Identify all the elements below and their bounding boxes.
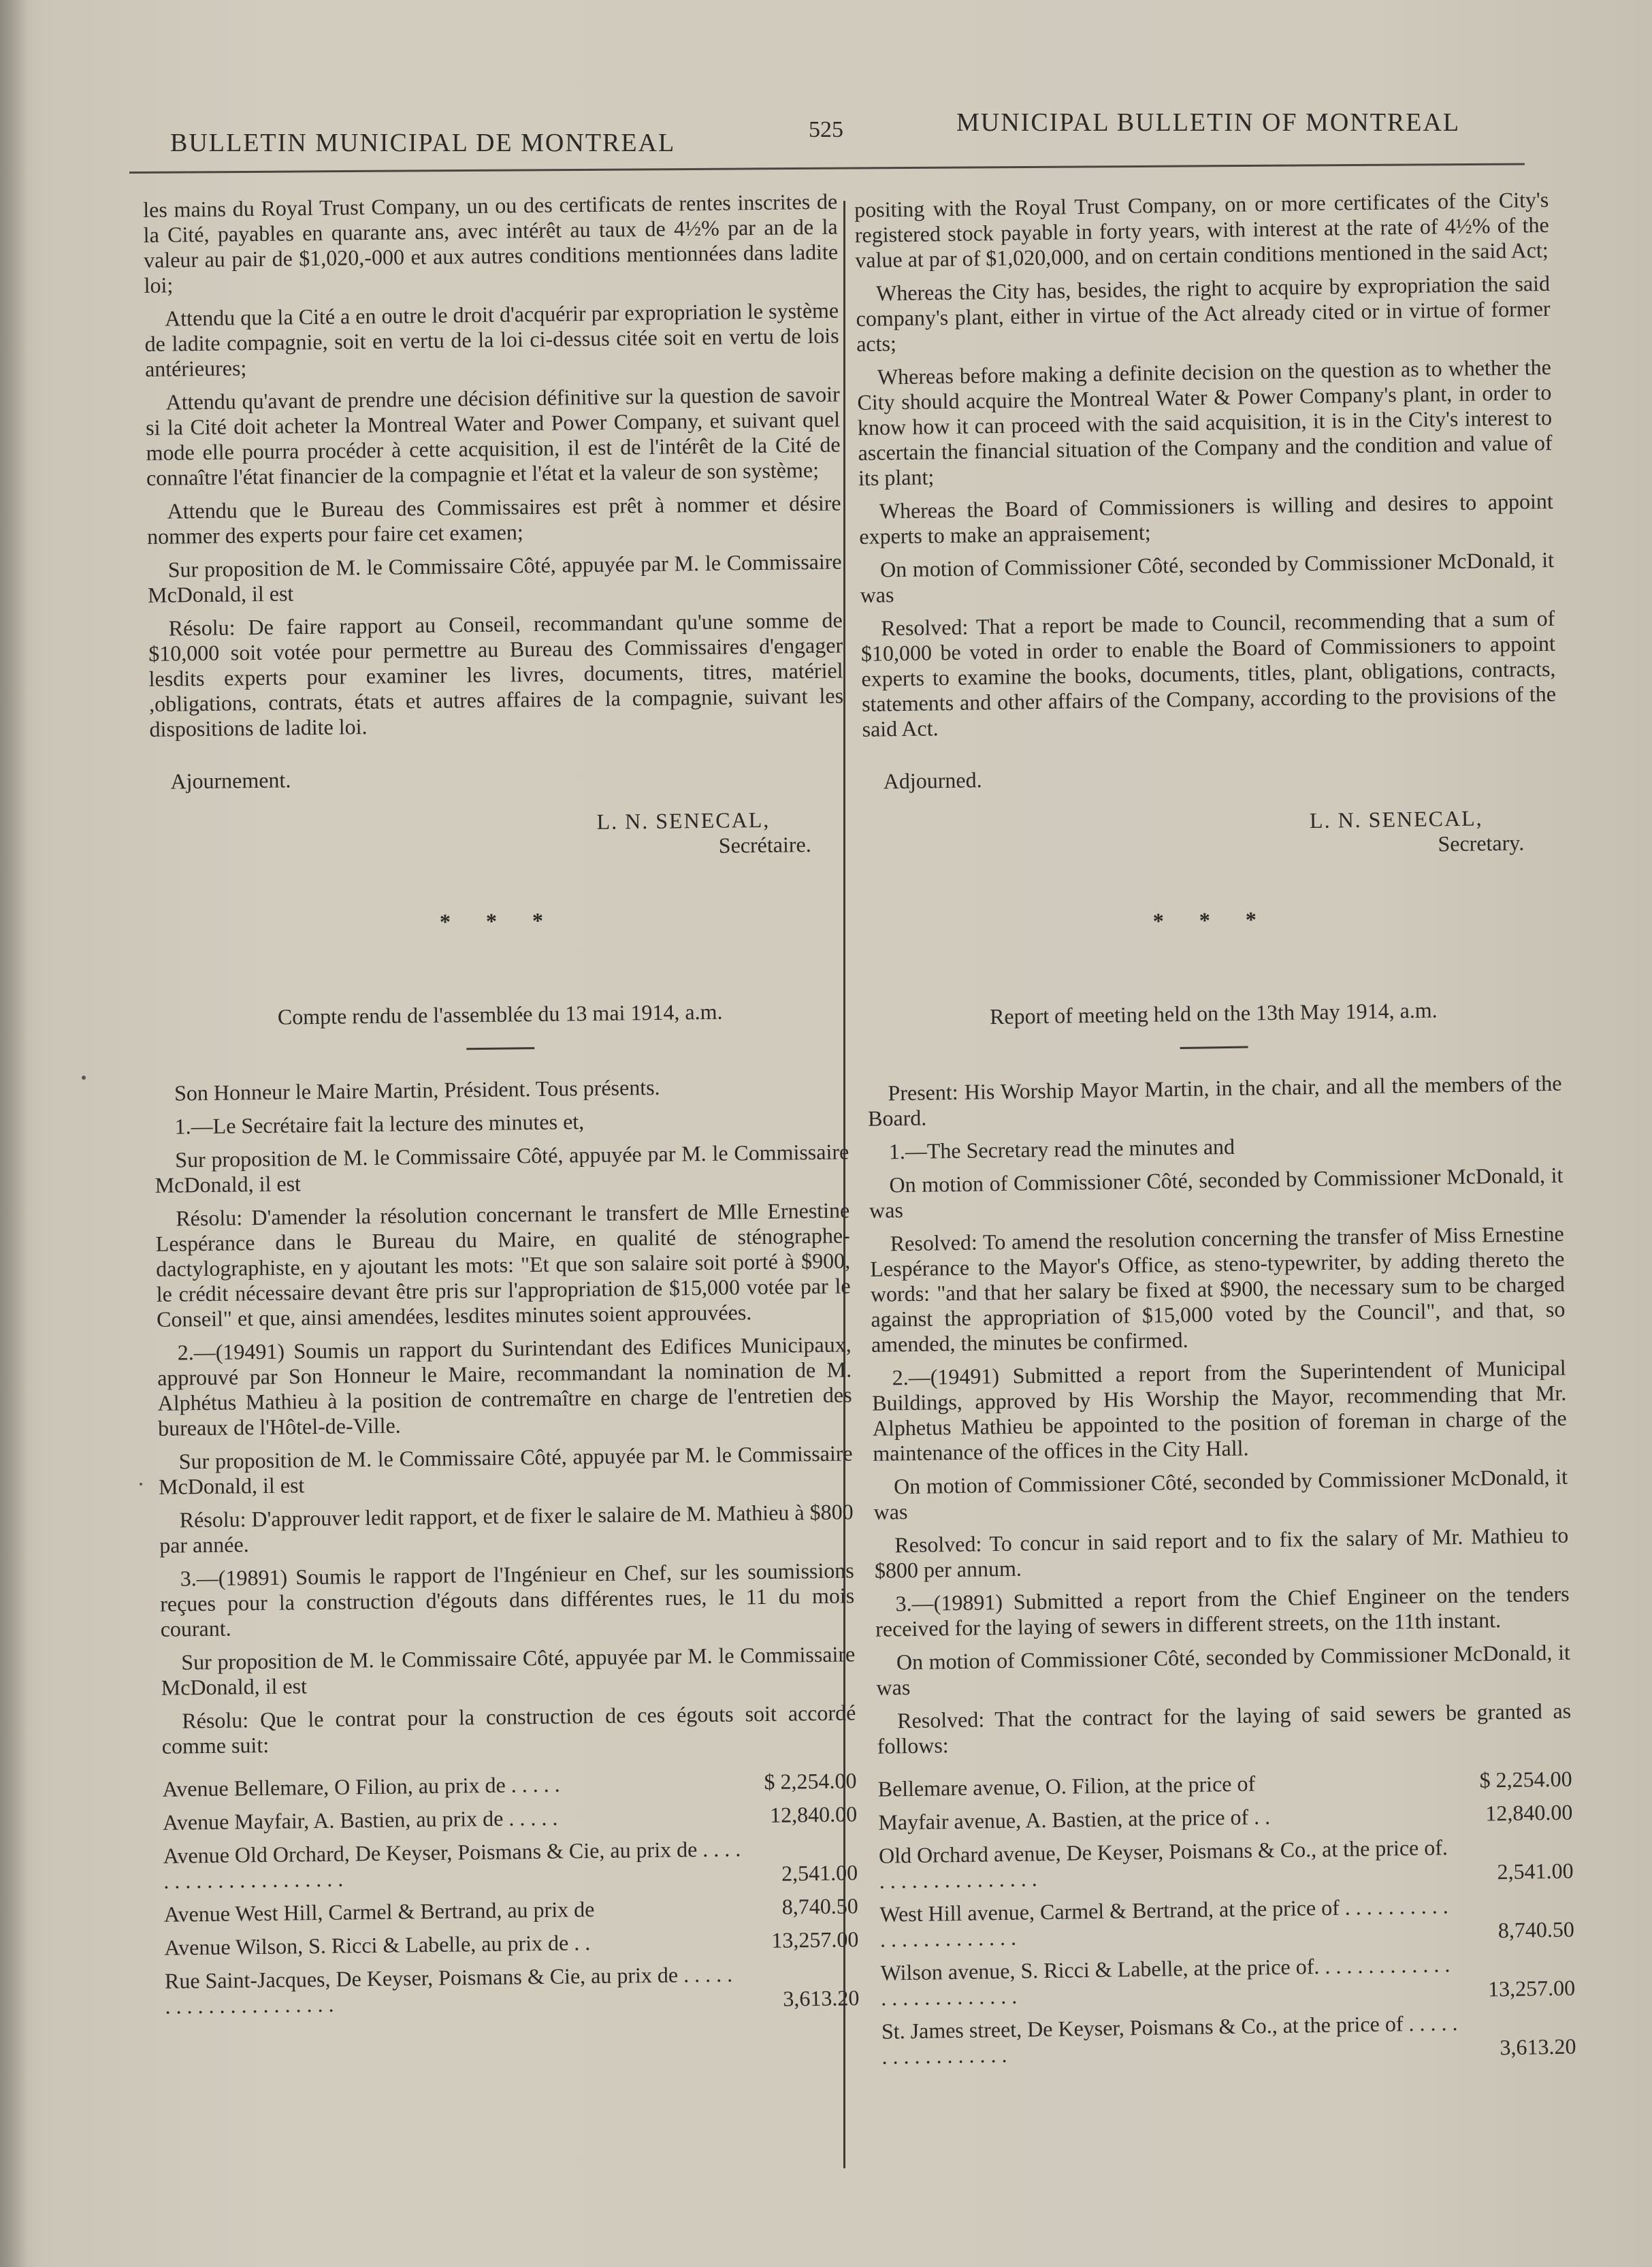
resolution: Résolu: De faire rapport au Conseil, recommandant qu'une somme de $10,000 soit votée pour permettre au Bureau des Commissaires d'engager lesdits experts pour examiner les livres, documents, titres, matériel ,obligations, contrats, états et autres affaires de la compagnie, suivant les dispositions de ladite loi. [148,607,844,741]
table-row [879,1888,1574,1957]
header-rule [129,163,1525,174]
item-3: 3.—(19891) Soumis le rapport de l'Ingénieur en Chef, sur les soumissions reçues pour la construction d'égouts dans différentes rues, le 11 du mois courant. [160,1558,855,1641]
attendance: Present: His Worship Mayor Martin, in the chair, and all the members of the Board. [867,1070,1562,1131]
tender-amount: 13,257.00 [1487,1975,1576,2001]
resolution: Résolu: D'approuver ledit rapport, et de fixer le salaire de M. Mathieu à $800 par année. [159,1499,854,1558]
resolution: Resolved: That the contract for the laying of said sewers be granted as follows: [877,1698,1572,1758]
short-rule [466,1047,534,1050]
item-3: 3.—(19891) Submitted a report from the Chief Engineer on the tenders received for the laying of sewers in different streets, on the 11th instant. [875,1581,1570,1641]
motion: On motion of Commissioner Côté, seconded by Commissioner McDonald, it was [873,1464,1568,1524]
table-row [165,1956,860,2023]
tender-desc: St. James street, De Keyser, Poismans & Co., at the price of . . . . . . . . . . . . . . . . . [881,2010,1458,2069]
binding-shadow [0,0,27,2267]
motion: Sur proposition de M. le Commissaire Côté, appuyée par M. le Commissaire McDonald, il est [147,549,842,607]
tender-desc: Old Orchard avenue, De Keyser, Poismans & Co., at the price of. . . . . . . . . . . . . . . . [878,1835,1448,1893]
motion: Sur proposition de M. le Commissaire Côté, appuyée par M. le Commissaire McDonald, il est [161,1641,856,1700]
resolution: Resolved: That a report be made to Council, recommending that a sum of $10,000 be voted in order to enable the Board of Commissioners to appoint experts to examine the books, documents, titles, plant, obligations, contracts, statements and other affairs of the Company, according to the provisions of the said Act. [860,605,1557,741]
table-row [880,1946,1575,2015]
meeting-title: Compte rendu de l'assemblée du 13 mai 1914, a.m. [277,999,723,1029]
short-rule [1180,1046,1248,1049]
tender-desc: Mayfair avenue, A. Bastien, at the price of . . [878,1804,1271,1835]
tender-amount: 2,541.00 [1497,1858,1574,1884]
tender-amount: 3,613.20 [1500,2033,1576,2060]
paragraph: Whereas the Board of Commissioners is willing and desires to appoint experts to make an appraisement; [859,488,1553,549]
tender-desc: Rue Saint-Jacques, De Keyser, Poismans & Cie, au prix de . . . . . . . . . . . . . . . . . . . . . [164,1961,733,2019]
paragraph: Whereas the City has, besides, the right to acquire by expropriation the said company's plant, either in virtue of the Act already cited or in virtue of former acts; [856,270,1551,356]
tender-desc: Avenue Mayfair, A. Bastien, au prix de . . . . . [162,1805,558,1835]
section-separator: * * * [1152,907,1272,933]
signature-name: L. N. SENECAL, [1309,805,1483,833]
header-title-french: BULLETIN MUNICIPAL DE MONTREAL [170,129,676,157]
tender-amount: 3,613.20 [783,1985,860,2011]
paper-speck [140,1483,142,1485]
motion: On motion of Commissioner Côté, seconded by Commissioner McDonald, it was [860,547,1555,607]
tender-amount: $ 2,254.00 [764,1768,857,1795]
tender-table [162,1764,859,2023]
paragraph: Attendu qu'avant de prendre une décision définitive sur la question de savoir si la Cité doit acheter la Montreal Water and Power Company, et suivant quel mode elle pourra procéder à cette acquisition, il est de l'intérêt de la Cité de connaître l'état financier de la compagnie et l'état et la valeur de son système; [145,381,841,490]
resolution: Résolu: D'amender la résolution concernant le transfert de Mlle Ernestine Lespérance dans le Bureau du Maire, en qualité de sténographe-dactylographiste, en y ajoutant les mots: "Et que son salaire soit porté à $900, le crédit nécessaire devant être pris sur l'appropriation de $15,000 votée par le Conseil" et que, ainsi amendées, lesdites minutes soient approuvées. [155,1197,851,1332]
item-1: 1.—The Secretary read the minutes and [888,1134,1235,1164]
tender-desc: Avenue Wilson, S. Ricci & Labelle, au prix de . . [164,1930,591,1960]
paragraph: Whereas before making a definite decision on the question as to whether the City should acquire the Montreal Water & Power Company's plant, in order to know how it can proceed with the said acquisition, it is in the City's interest to ascertain the financial situation of the Company and the condition and value of its plant; [857,354,1553,490]
paragraph: positing with the Royal Trust Company, on or more certificates of the City's registered stock payable in forty years, with interest at the rate of 4½% of the value at par of $1,020,000, and on certain conditions mentioned in the said Act; [854,187,1549,272]
tender-desc: Avenue Old Orchard, De Keyser, Poismans & Cie, au prix de . . . . . . . . . . . . . . . . . . . . . [163,1836,741,1893]
motion: On motion of Commissioner Côté, seconded by Commissioner McDonald, it was [869,1162,1564,1223]
tender-amount: $ 2,254.00 [1479,1766,1572,1792]
tender-amount: 8,740.50 [781,1893,858,1919]
table-row [879,1829,1574,1898]
tender-desc: Wilson avenue, S. Ricci & Labelle, at the price of. . . . . . . . . . . . . . . . . . . . . . . . . . [880,1952,1451,2010]
tender-amount: 8,740.50 [1497,1916,1575,1943]
table-row [881,2005,1576,2074]
meeting-title: Report of meeting held on the 13th May 1914, a.m. [989,997,1438,1029]
signature-role: Secretary. [1438,830,1525,856]
resolution: Resolved: To amend the resolution concerning the transfer of Miss Ernestine Lespérance to the Mayor's Office, as steno-typewriter, by adding thereto the words: "and that her salary be fixed at $900, the necessary sum to be charged against the appropriation of $15,000 voted by the Council", and that, so amended, the minutes be confirmed. [870,1221,1566,1357]
tender-amount: 2,541.00 [781,1860,858,1886]
resolution: Résolu: Que le contrat pour la construction de ces égouts soit accordé comme suit: [161,1700,856,1758]
item-2: 2.—(19491) Soumis un rapport du Surintendant des Edifices Municipaux, approuvé par Son Honneur le Maire, recommandant la nomination de M. Alphétus Mathieu à la position de contremaître en charge de l'entretien des bureaux de l'Hôtel-de-Ville. [157,1332,852,1441]
motion: Sur proposition de M. le Commissaire Côté, appuyée par M. le Commissaire McDonald, il est [155,1139,849,1197]
adjournment: Ajournement. [170,767,291,794]
english-column [854,187,1576,2074]
page-header [129,102,1518,157]
tender-table [877,1763,1576,2074]
tender-amount: 12,840.00 [769,1801,858,1827]
motion: Sur proposition de M. le Commissaire Côté, appuyée par M. le Commissaire McDonald, il est [158,1441,853,1499]
paper-speck [82,1076,86,1080]
paragraph: les mains du Royal Trust Company, un ou des certificats de rentes inscrites de la Cité, payables en quarante ans, avec intérêt au taux de 4½% par an de la valeur au pair de $1,020,-000 et aux autres conditions mentionnées dans ladite loi; [143,189,839,298]
item-2: 2.—(19491) Submitted a report from the Superintendent of Municipal Buildings, approved by His Worship the Mayor, recommending that Mr. Alphetus Mathieu be appointed to the position of foreman in charge of the maintenance of the offices in the City Hall. [872,1355,1567,1466]
tender-desc: West Hill avenue, Carmel & Bertrand, at the price of . . . . . . . . . . . . . . . . . . . . . . . [879,1893,1448,1952]
header-title-english: MUNICIPAL BULLETIN OF MONTREAL [956,108,1461,137]
paragraph: Attendu que la Cité a en outre le droit d'acquérir par expropriation le système de ladite compagnie, soit en vertu de la loi ci-dessus citée soit en vertu de lois antérieures; [144,298,839,381]
signature-role: Secrétaire. [718,832,811,858]
page-number: 525 [809,117,843,142]
paragraph: Attendu que le Bureau des Commissaires est prêt à nommer et désire nommer des experts pour faire cet examen; [146,490,841,549]
tender-desc: Avenue West Hill, Carmel & Bertrand, au prix de [163,1897,595,1927]
resolution: Resolved: To concur in said report and to fix the salary of Mr. Mathieu to $800 per annum. [874,1522,1569,1583]
item-1: 1.—Le Secrétaire fait la lecture des minutes et, [174,1109,585,1139]
tender-desc: Bellemare avenue, O. Filion, at the price of [877,1771,1256,1801]
tender-amount: 13,257.00 [771,1927,859,1952]
tender-amount: 12,840.00 [1485,1799,1573,1826]
signature-name: L. N. SENECAL, [596,807,771,834]
tender-desc: Avenue Bellemare, O Filion, au prix de . . . . . [162,1771,560,1801]
table-row [163,1831,858,1897]
section-separator: * * * [439,907,559,934]
french-column [143,189,860,2023]
attendance: Son Honneur le Maire Martin, Président. Tous présents. [174,1074,660,1106]
motion: On motion of Commissioner Côté, seconded by Commissioner McDonald, it was [876,1639,1571,1700]
adjournment: Adjourned. [883,767,982,794]
